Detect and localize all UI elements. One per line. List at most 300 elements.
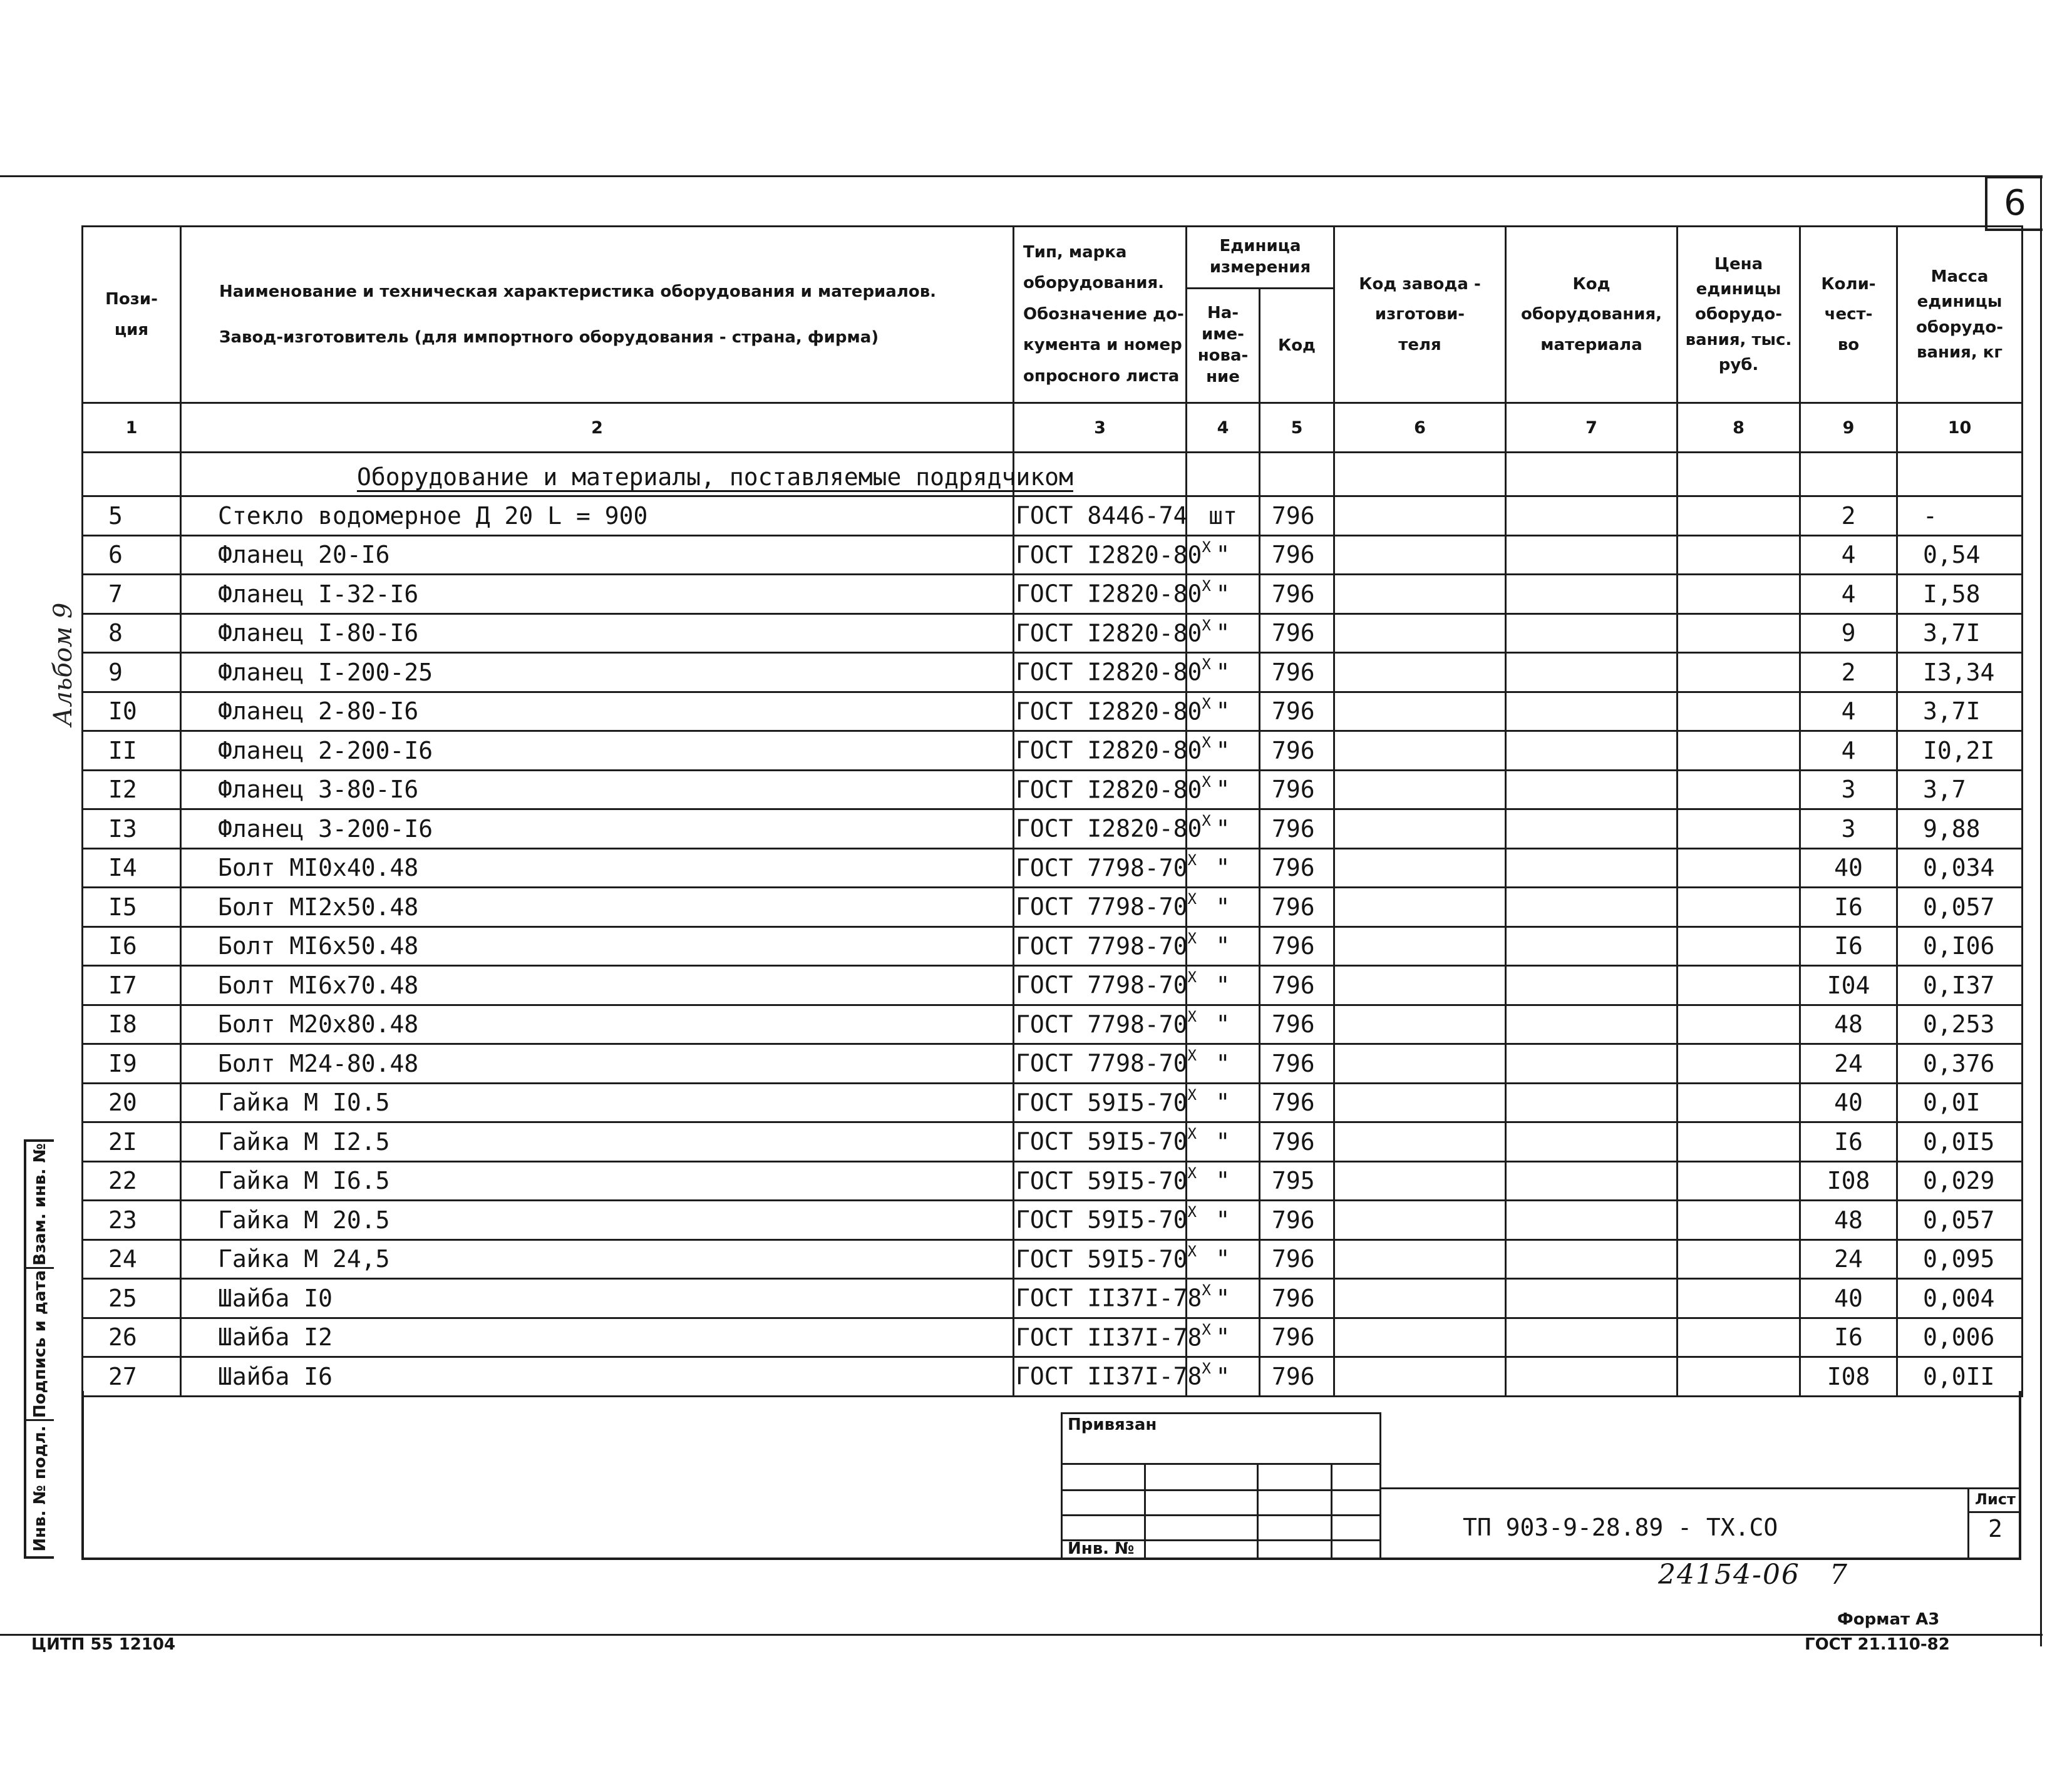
- unit-code-cell: 796: [1260, 888, 1334, 927]
- side-cell: [26, 1421, 54, 1556]
- column-number: 8: [1678, 403, 1800, 453]
- quantity-cell: 4: [1800, 731, 1897, 771]
- standard-cell: ГОСТ $7798-70^Х$: [1014, 1005, 1187, 1044]
- quantity-cell: 24: [1800, 1044, 1897, 1084]
- name-cell: Фланец 3-200-I6: [181, 809, 1014, 849]
- header-unit-code: Код: [1260, 289, 1334, 403]
- price-cell: [1678, 1239, 1800, 1279]
- side-stamp: [24, 1139, 54, 1559]
- header-quantity: Коли-чест-во: [1800, 227, 1897, 403]
- position-cell: I4: [83, 848, 181, 888]
- equipment-code-cell: [1506, 535, 1678, 575]
- standard-cell: ГОСТ 8446-74: [1014, 496, 1187, 536]
- unit-cell: ": [1187, 1279, 1260, 1318]
- standard-revision-mark: Х: [1202, 1360, 1211, 1378]
- factory-code-cell: [1334, 966, 1506, 1005]
- name-cell: Болт МI0х40.48: [181, 848, 1014, 888]
- equipment-code-cell: [1506, 731, 1678, 771]
- header-mass: Масса единицы оборудо-вания, кг: [1897, 227, 2023, 403]
- column-number: 3: [1014, 403, 1187, 453]
- signature-date-label: Подпись и дата: [31, 1270, 49, 1419]
- factory-code-cell: [1334, 1357, 1506, 1397]
- standard-revision-mark: Х: [1202, 734, 1211, 752]
- price-cell: [1678, 692, 1800, 731]
- header-position: Пози- ция: [83, 227, 181, 403]
- stamp-grid-line: [1257, 1463, 1259, 1560]
- price-cell: [1678, 1201, 1800, 1240]
- position-cell: 25: [83, 1279, 181, 1318]
- standard-revision-mark: Х: [1187, 1047, 1197, 1065]
- name-cell: Гайка М 24,5: [181, 1239, 1014, 1279]
- price-cell: [1678, 809, 1800, 849]
- name-cell: Шайба I2: [181, 1318, 1014, 1357]
- equipment-code-cell: [1506, 1083, 1678, 1122]
- handwritten-suffix: 7: [1830, 1559, 1847, 1591]
- equipment-code-cell: [1506, 1005, 1678, 1044]
- factory-code-cell: [1334, 535, 1506, 575]
- quantity-cell: 40: [1800, 1083, 1897, 1122]
- price-cell: [1678, 1005, 1800, 1044]
- unit-cell: ": [1187, 731, 1260, 771]
- equipment-code-cell: [1506, 1279, 1678, 1318]
- table-row: [83, 809, 2023, 849]
- position-cell: 7: [83, 575, 181, 614]
- unit-cell: ": [1187, 1318, 1260, 1357]
- equipment-code-cell: [1506, 1357, 1678, 1397]
- album-label: Альбом 9: [49, 602, 78, 726]
- header-type: Тип, марка оборудования. Обозначение до-кумента и номер опросного листа: [1014, 227, 1187, 403]
- price-cell: [1678, 1044, 1800, 1084]
- sheet-number: 6: [1985, 177, 2043, 231]
- factory-code-cell: [1334, 1044, 1506, 1084]
- standard-revision-mark: Х: [1187, 1007, 1197, 1025]
- mass-cell: I0,2I: [1897, 731, 2023, 771]
- factory-code-cell: [1334, 575, 1506, 614]
- name-cell: Шайба I0: [181, 1279, 1014, 1318]
- mass-cell: 0,057: [1897, 888, 2023, 927]
- standard-cell: ГОСТ $II37I-78^Х$: [1014, 1357, 1187, 1397]
- column-number: 10: [1897, 403, 2023, 453]
- header-row: [83, 227, 2023, 289]
- price-cell: [1678, 770, 1800, 809]
- name-cell: Фланец 2-80-I6: [181, 692, 1014, 731]
- equipment-code-cell: [1506, 1122, 1678, 1162]
- position-cell: 8: [83, 613, 181, 653]
- unit-cell: ": [1187, 1161, 1260, 1201]
- mass-cell: 3,7I: [1897, 692, 2023, 731]
- equipment-code-cell: [1506, 575, 1678, 614]
- mass-cell: 0,54: [1897, 535, 2023, 575]
- name-cell: Фланец I-32-I6: [181, 575, 1014, 614]
- bottom-border-line: [0, 1634, 2043, 1636]
- standard-cell: ГОСТ $59I5-70^Х$: [1014, 1239, 1187, 1279]
- name-cell: Фланец I-80-I6: [181, 613, 1014, 653]
- section-title: Оборудование и материалы, поставляемые подрядчиком: [181, 459, 1014, 496]
- format-label: Формат А3: [1837, 1610, 1940, 1629]
- price-cell: [1678, 1279, 1800, 1318]
- table-row: [83, 692, 2023, 731]
- unit-code-cell: 796: [1260, 692, 1334, 731]
- unit-code-cell: 796: [1260, 1279, 1334, 1318]
- position-cell: I6: [83, 926, 181, 966]
- specification-table: [81, 225, 2023, 1397]
- standard-revision-mark: Х: [1187, 1203, 1197, 1221]
- mass-cell: 3,7I: [1897, 613, 2023, 653]
- factory-code-cell: [1334, 770, 1506, 809]
- unit-cell: ": [1187, 1083, 1260, 1122]
- mass-cell: 0,006: [1897, 1318, 2023, 1357]
- factory-code-cell: [1334, 1005, 1506, 1044]
- column-number: 6: [1334, 403, 1506, 453]
- quantity-cell: I6: [1800, 926, 1897, 966]
- unit-code-cell: 796: [1260, 1083, 1334, 1122]
- quantity-cell: 40: [1800, 1279, 1897, 1318]
- unit-cell: ": [1187, 848, 1260, 888]
- price-cell: [1678, 1122, 1800, 1162]
- quantity-cell: 48: [1800, 1005, 1897, 1044]
- unit-cell: ": [1187, 692, 1260, 731]
- price-cell: [1678, 888, 1800, 927]
- name-cell: Болт МI2х50.48: [181, 888, 1014, 927]
- column-number: 5: [1260, 403, 1334, 453]
- factory-code-cell: [1334, 496, 1506, 536]
- top-border-line: [0, 175, 2043, 177]
- factory-code-cell: [1334, 731, 1506, 771]
- unit-code-cell: 796: [1260, 809, 1334, 849]
- name-cell: Болт МI6х50.48: [181, 926, 1014, 966]
- quantity-cell: 3: [1800, 809, 1897, 849]
- standard-revision-mark: Х: [1187, 1125, 1197, 1143]
- table-row: [83, 1201, 2023, 1240]
- mass-cell: I3,34: [1897, 653, 2023, 692]
- quantity-cell: 4: [1800, 535, 1897, 575]
- standard-cell: ГОСТ $II37I-78^Х$: [1014, 1318, 1187, 1357]
- price-cell: [1678, 535, 1800, 575]
- header-name: [181, 227, 1014, 403]
- price-cell: [1678, 966, 1800, 1005]
- unit-cell: ": [1187, 1122, 1260, 1162]
- table-row: [83, 888, 2023, 927]
- unit-code-cell: 796: [1260, 1044, 1334, 1084]
- position-cell: 9: [83, 653, 181, 692]
- factory-code-cell: [1334, 926, 1506, 966]
- column-number: 4: [1187, 403, 1260, 453]
- standard-cell: ГОСТ $7798-70^Х$: [1014, 926, 1187, 966]
- name-cell: Фланец I-200-25: [181, 653, 1014, 692]
- unit-code-cell: 796: [1260, 496, 1334, 536]
- quantity-cell: 3: [1800, 770, 1897, 809]
- unit-code-cell: 795: [1260, 1161, 1334, 1201]
- standard-revision-mark: Х: [1202, 538, 1211, 556]
- mass-cell: 0,I37: [1897, 966, 2023, 1005]
- standard-revision-mark: Х: [1187, 1085, 1197, 1104]
- unit-code-cell: 796: [1260, 1357, 1334, 1397]
- position-cell: I7: [83, 966, 181, 1005]
- standard-cell: ГОСТ $I2820-80^Х$: [1014, 692, 1187, 731]
- unit-code-cell: 796: [1260, 848, 1334, 888]
- name-cell: Болт МI6х70.48: [181, 966, 1014, 1005]
- quantity-cell: 4: [1800, 575, 1897, 614]
- sheet-label: Лист: [1969, 1487, 2021, 1513]
- standard-revision-mark: Х: [1202, 616, 1211, 634]
- handwritten-number: 24154-06: [1658, 1559, 1800, 1591]
- name-cell: Гайка М 20.5: [181, 1201, 1014, 1240]
- table-row: [83, 535, 2023, 575]
- equipment-code-cell: [1506, 1044, 1678, 1084]
- mass-cell: I,58: [1897, 575, 2023, 614]
- standard-cell: ГОСТ $7798-70^Х$: [1014, 1044, 1187, 1084]
- mass-cell: 0,253: [1897, 1005, 2023, 1044]
- quantity-cell: 40: [1800, 848, 1897, 888]
- standard-revision-mark: Х: [1202, 1320, 1211, 1338]
- equipment-code-cell: [1506, 1318, 1678, 1357]
- factory-code-cell: [1334, 1122, 1506, 1162]
- side-cell: [26, 1142, 54, 1269]
- standard-cell: ГОСТ $I2820-80^Х$: [1014, 653, 1187, 692]
- unit-code-cell: 796: [1260, 926, 1334, 966]
- position-cell: II: [83, 731, 181, 771]
- table-row: [83, 1279, 2023, 1318]
- table-row: [83, 731, 2023, 771]
- name-cell: Стекло водомерное Д 20 L = 900: [181, 496, 1014, 536]
- price-cell: [1678, 496, 1800, 536]
- standard-revision-mark: Х: [1202, 577, 1211, 595]
- quantity-cell: 48: [1800, 1201, 1897, 1240]
- name-cell: Болт М24-80.48: [181, 1044, 1014, 1084]
- standard-revision-mark: Х: [1187, 968, 1197, 987]
- stamp-grid-line: [1331, 1463, 1332, 1560]
- sheet-page-number: 2: [1988, 1515, 2002, 1542]
- quantity-cell: I6: [1800, 1318, 1897, 1357]
- equipment-code-cell: [1506, 966, 1678, 1005]
- equipment-code-cell: [1506, 926, 1678, 966]
- column-number: 1: [83, 403, 181, 453]
- stamp-grid-line: [1144, 1463, 1146, 1560]
- mass-cell: 0,034: [1897, 848, 2023, 888]
- header-name-line1: Наименование и техническая характеристика оборудования и материалов.: [219, 282, 937, 301]
- quantity-cell: 9: [1800, 613, 1897, 653]
- standard-revision-mark: Х: [1187, 929, 1197, 947]
- standard-cell: ГОСТ $I2820-80^Х$: [1014, 575, 1187, 614]
- factory-code-cell: [1334, 848, 1506, 888]
- factory-code-cell: [1334, 809, 1506, 849]
- unit-code-cell: 796: [1260, 770, 1334, 809]
- standard-cell: ГОСТ $59I5-70^Х$: [1014, 1161, 1187, 1201]
- equipment-code-cell: [1506, 613, 1678, 653]
- unit-cell: ": [1187, 770, 1260, 809]
- binding-stamp: [1061, 1412, 1381, 1560]
- standard-revision-mark: Х: [1202, 1281, 1211, 1300]
- original-inventory-label: Инв. № подл.: [31, 1425, 49, 1552]
- table-row: [83, 848, 2023, 888]
- header-price: Цена единицы оборудо-вания, тыс. руб.: [1678, 227, 1800, 403]
- standard-cell: ГОСТ $7798-70^Х$: [1014, 848, 1187, 888]
- name-cell: Шайба I6: [181, 1357, 1014, 1397]
- column-number-row: [83, 403, 2023, 453]
- standard-cell: ГОСТ $7798-70^Х$: [1014, 888, 1187, 927]
- unit-code-cell: 796: [1260, 731, 1334, 771]
- mass-cell: 0,095: [1897, 1239, 2023, 1279]
- spacer-row: [83, 453, 2023, 459]
- table-row: [83, 1239, 2023, 1279]
- standard-cell: ГОСТ $59I5-70^Х$: [1014, 1201, 1187, 1240]
- position-cell: 5: [83, 496, 181, 536]
- equipment-code-cell: [1506, 770, 1678, 809]
- standard-revision-mark: Х: [1187, 1164, 1197, 1182]
- price-cell: [1678, 848, 1800, 888]
- unit-cell: ": [1187, 535, 1260, 575]
- standard-revision-mark: Х: [1187, 851, 1197, 869]
- mass-cell: 0,004: [1897, 1279, 2023, 1318]
- price-cell: [1678, 926, 1800, 966]
- standard-revision-mark: Х: [1202, 812, 1211, 830]
- unit-cell: ": [1187, 1201, 1260, 1240]
- position-cell: 20: [83, 1083, 181, 1122]
- header-factory-code: Код завода - изготови-теля: [1334, 227, 1506, 403]
- section-row: [83, 459, 2023, 496]
- name-cell: Фланец 3-80-I6: [181, 770, 1014, 809]
- position-cell: I9: [83, 1044, 181, 1084]
- mass-cell: 0,0I: [1897, 1083, 2023, 1122]
- unit-code-cell: 796: [1260, 1005, 1334, 1044]
- quantity-cell: I08: [1800, 1161, 1897, 1201]
- price-cell: [1678, 1161, 1800, 1201]
- unit-cell: ": [1187, 966, 1260, 1005]
- unit-cell: ": [1187, 1357, 1260, 1397]
- equipment-code-cell: [1506, 809, 1678, 849]
- table-row: [83, 496, 2023, 536]
- mass-cell: 9,88: [1897, 809, 2023, 849]
- standard-cell: ГОСТ $I2820-80^Х$: [1014, 770, 1187, 809]
- table-row: [83, 1005, 2023, 1044]
- unit-cell: ": [1187, 926, 1260, 966]
- position-cell: 24: [83, 1239, 181, 1279]
- position-cell: I0: [83, 692, 181, 731]
- position-cell: I3: [83, 809, 181, 849]
- standard-revision-mark: Х: [1187, 1242, 1197, 1260]
- factory-code-cell: [1334, 1279, 1506, 1318]
- quantity-cell: 24: [1800, 1239, 1897, 1279]
- name-cell: Фланец 20-I6: [181, 535, 1014, 575]
- unit-cell: ": [1187, 1239, 1260, 1279]
- price-cell: [1678, 731, 1800, 771]
- inventory-label: Инв. №: [1068, 1539, 1135, 1558]
- table-row: [83, 1161, 2023, 1201]
- standard-cell: ГОСТ $I2820-80^Х$: [1014, 809, 1187, 849]
- position-cell: 23: [83, 1201, 181, 1240]
- quantity-cell: 2: [1800, 496, 1897, 536]
- mass-cell: 0,I06: [1897, 926, 2023, 966]
- standard-cell: ГОСТ $59I5-70^Х$: [1014, 1122, 1187, 1162]
- unit-cell: шт: [1187, 496, 1260, 536]
- header-name-line2: Завод-изготовитель (для импортного оборудования - страна, фирма): [219, 327, 879, 347]
- equipment-code-cell: [1506, 1161, 1678, 1201]
- table-body: [83, 496, 2023, 1397]
- table-row: [83, 1083, 2023, 1122]
- header-equipment-code: Код оборудования, материала: [1506, 227, 1678, 403]
- table-row: [83, 1357, 2023, 1397]
- quantity-cell: I08: [1800, 1357, 1897, 1397]
- factory-code-cell: [1334, 1201, 1506, 1240]
- factory-code-cell: [1334, 888, 1506, 927]
- sheet-box: [1967, 1487, 2021, 1560]
- quantity-cell: 2: [1800, 653, 1897, 692]
- binding-label: Привязан: [1068, 1415, 1157, 1434]
- column-number: 7: [1506, 403, 1678, 453]
- equipment-code-cell: [1506, 496, 1678, 536]
- table-row: [83, 1318, 2023, 1357]
- standard-revision-mark: Х: [1202, 694, 1211, 712]
- unit-code-cell: 796: [1260, 613, 1334, 653]
- position-cell: 22: [83, 1161, 181, 1201]
- replacement-inventory-label: Взам. инв. №: [31, 1143, 49, 1266]
- position-cell: I5: [83, 888, 181, 927]
- unit-code-cell: 796: [1260, 535, 1334, 575]
- price-cell: [1678, 1357, 1800, 1397]
- name-cell: Гайка М I0.5: [181, 1083, 1014, 1122]
- unit-cell: ": [1187, 613, 1260, 653]
- position-cell: I2: [83, 770, 181, 809]
- price-cell: [1678, 1318, 1800, 1357]
- mass-cell: 0,0II: [1897, 1357, 2023, 1397]
- table-row: [83, 1122, 2023, 1162]
- price-cell: [1678, 1083, 1800, 1122]
- position-cell: 2I: [83, 1122, 181, 1162]
- quantity-cell: I6: [1800, 888, 1897, 927]
- factory-code-cell: [1334, 1161, 1506, 1201]
- unit-cell: ": [1187, 1044, 1260, 1084]
- standard-cell: ГОСТ $7798-70^Х$: [1014, 966, 1187, 1005]
- unit-code-cell: 796: [1260, 1201, 1334, 1240]
- position-cell: 6: [83, 535, 181, 575]
- unit-code-cell: 796: [1260, 1122, 1334, 1162]
- unit-code-cell: 796: [1260, 653, 1334, 692]
- quantity-cell: 4: [1800, 692, 1897, 731]
- table-row: [83, 613, 2023, 653]
- table-row: [83, 966, 2023, 1005]
- position-cell: 26: [83, 1318, 181, 1357]
- factory-code-cell: [1334, 692, 1506, 731]
- mass-cell: 0,0I5: [1897, 1122, 2023, 1162]
- standard-cell: ГОСТ $II37I-78^Х$: [1014, 1279, 1187, 1318]
- price-cell: [1678, 653, 1800, 692]
- side-cell: [26, 1269, 54, 1421]
- unit-cell: ": [1187, 653, 1260, 692]
- name-cell: Фланец 2-200-I6: [181, 731, 1014, 771]
- mass-cell: -: [1897, 496, 2023, 536]
- mass-cell: 0,029: [1897, 1161, 2023, 1201]
- factory-code-cell: [1334, 1083, 1506, 1122]
- name-cell: Гайка М I2.5: [181, 1122, 1014, 1162]
- quantity-cell: I6: [1800, 1122, 1897, 1162]
- position-cell: 27: [83, 1357, 181, 1397]
- unit-cell: ": [1187, 809, 1260, 849]
- tsitp-label: ЦИТП 55 12104: [31, 1635, 176, 1654]
- equipment-code-cell: [1506, 848, 1678, 888]
- column-number: 9: [1800, 403, 1897, 453]
- standard-revision-mark: Х: [1202, 655, 1211, 674]
- table-row: [83, 770, 2023, 809]
- factory-code-cell: [1334, 1239, 1506, 1279]
- mass-cell: 0,376: [1897, 1044, 2023, 1084]
- standard-cell: ГОСТ $I2820-80^Х$: [1014, 613, 1187, 653]
- unit-cell: ": [1187, 1005, 1260, 1044]
- document-code: ТП 903-9-28.89 - ТХ.СО: [1463, 1514, 1778, 1541]
- equipment-code-cell: [1506, 1239, 1678, 1279]
- table-row: [83, 575, 2023, 614]
- equipment-code-cell: [1506, 1201, 1678, 1240]
- standard-cell: ГОСТ $I2820-80^Х$: [1014, 535, 1187, 575]
